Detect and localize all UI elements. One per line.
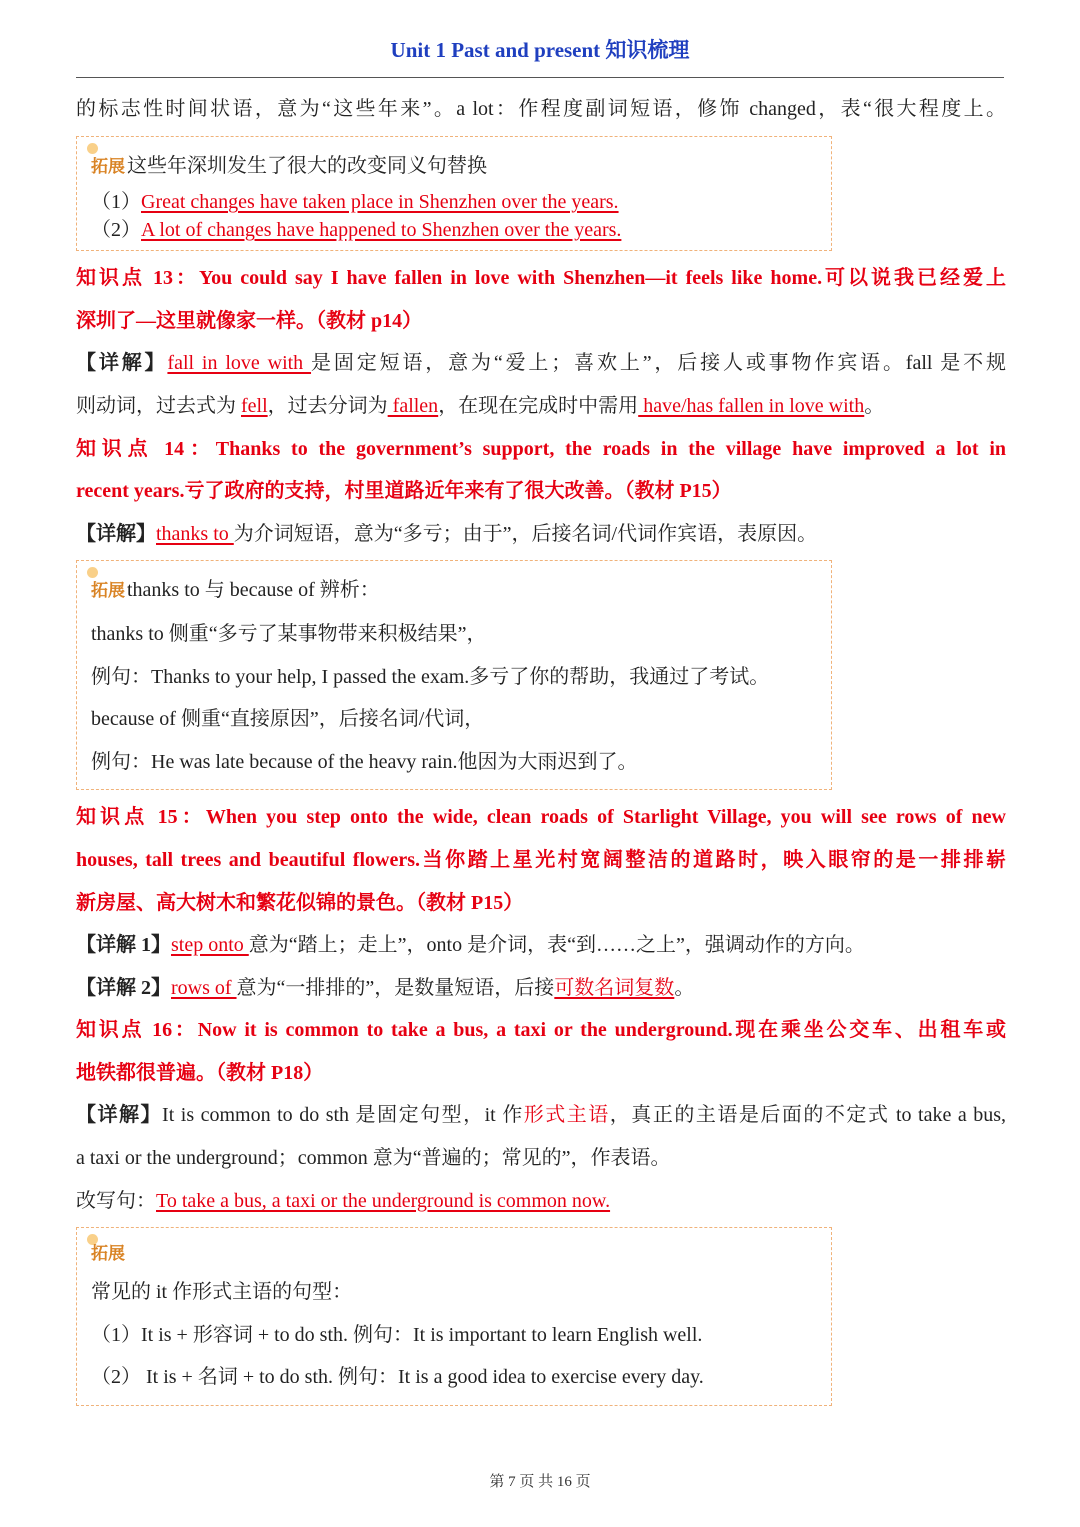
- point-14-detail: 【详解】thanks to 为介词短语，意为“多亏；由于”，后接名词/代词作宾语，表原因。: [76, 522, 818, 545]
- point-13-detail-line-1: 【详解】fall in love with 是固定短语，意为“爱上；喜欢上”，后接人或事物作宾语。fall 是不规: [76, 352, 1007, 375]
- expansion-box-2: [76, 560, 832, 790]
- intro-line: 的标志性时间状语，意为“这些年来”。a lot：作程度副词短语，修饰 changed，表“很大程度上。: [76, 98, 1006, 120]
- expansion-box-1-title-row: [91, 145, 817, 189]
- expansion-box-2-line-3: because of 侧重“直接原因”，后接名词/代词，: [91, 708, 485, 731]
- header-divider: [76, 77, 1004, 78]
- expansion-box-3: [76, 1227, 832, 1406]
- expansion-box-2-title: thanks to 与 because of 辨析：: [127, 579, 380, 602]
- expansion-box-1: [76, 136, 832, 252]
- expansion-box-1-item-1: （1）Great changes have taken place in Shenzhen over the years.: [91, 191, 619, 214]
- expansion-box-2-line-2: 例句：Thanks to your help, I passed the exam.多亏了你的帮助，我通过了考试。: [91, 665, 770, 688]
- point-16-heading-line-2: 地铁都很普遍。（教材 P18）: [76, 1061, 324, 1084]
- point-13-heading-line-1: 知识点 13：You could say I have fallen in love with Shenzhen—it feels like home.可以说我已经爱上: [76, 267, 1006, 290]
- point-15-heading-line-1: 知识点 15：When you step onto the wide, clean roads of Starlight Village, you will see rows of new: [76, 806, 1006, 829]
- point-16-detail-line-1: 【详解】It is common to do sth 是固定句型，it 作形式主语，真正的主语是后面的不定式 to take a bus,: [76, 1104, 1007, 1127]
- expansion-tag-icon: 拓展: [91, 146, 125, 189]
- document-body: [76, 88, 1006, 1412]
- page-header-title: Unit 1 Past and present 知识梳理: [390, 38, 690, 62]
- expansion-box-2-line-1: thanks to 侧重“多亏了某事物带来积极结果”，: [91, 622, 487, 645]
- point-15-detail-1: 【详解 1】step onto 意为“踏上；走上”，onto 是介词，表“到……之上”，强调动作的方向。: [76, 934, 865, 957]
- point-16-heading-line-1: 知识点 16：Now it is common to take a bus, a taxi or the underground.现在乘坐公交车、出租车或: [76, 1019, 1006, 1042]
- expansion-tag-icon: 拓展: [91, 570, 125, 613]
- expansion-tag-icon: 拓展: [91, 1237, 125, 1271]
- expansion-box-3-title: 常见的 it 作形式主语的句型：: [91, 1281, 353, 1304]
- point-14-heading-line-1: 知识点 14：Thanks to the government’s support, the roads in the village have improved a lot in: [76, 437, 1006, 460]
- point-13-detail-line-2: 则动词，过去式为 fell，过去分词为 fallen，在现在完成时中需用 have/has fallen in love with。: [76, 394, 885, 417]
- point-15-heading-line-2: houses, tall trees and beautiful flowers.当你踏上星光村宽阔整洁的道路时，映入眼帘的是一排排崭: [76, 848, 1006, 871]
- expansion-box-3-line-1: （1）It is + 形容词 + to do sth. 例句：It is important to learn English well.: [91, 1323, 703, 1346]
- point-13-heading-line-2: 深圳了—这里就像家一样。（教材 p14）: [76, 309, 423, 332]
- point-16-detail-line-2: a taxi or the underground；common 意为“普遍的；常见的”，作表语。: [76, 1147, 671, 1170]
- expansion-box-2-title-row: [91, 569, 817, 613]
- point-16-rewrite: 改写句：To take a bus, a taxi or the underground is common now.: [76, 1189, 611, 1212]
- expansion-box-1-title: 这些年深圳发生了很大的改变同义句替换: [127, 154, 487, 177]
- expansion-box-1-item-2: （2）A lot of changes have happened to Shenzhen over the years.: [91, 219, 622, 242]
- expansion-box-3-line-2: （2） It is + 名词 + to do sth. 例句：It is a good idea to exercise every day.: [91, 1366, 704, 1389]
- expansion-box-3-tag-row: [91, 1236, 817, 1271]
- expansion-box-2-line-4: 例句：He was late because of the heavy rain.他因为大雨迟到了。: [91, 750, 638, 773]
- point-15-detail-2: 【详解 2】rows of 意为“一排排的”，是数量短语，后接可数名词复数。: [76, 976, 695, 999]
- page-number-footer: 第 7 页 共 16 页: [489, 1474, 591, 1490]
- point-15-heading-line-3: 新房屋、高大树木和繁花似锦的景色。（教材 P15）: [76, 891, 524, 914]
- point-14-heading-line-2: recent years.亏了政府的支持，村里道路近年来有了很大改善。（教材 P15）: [76, 480, 732, 503]
